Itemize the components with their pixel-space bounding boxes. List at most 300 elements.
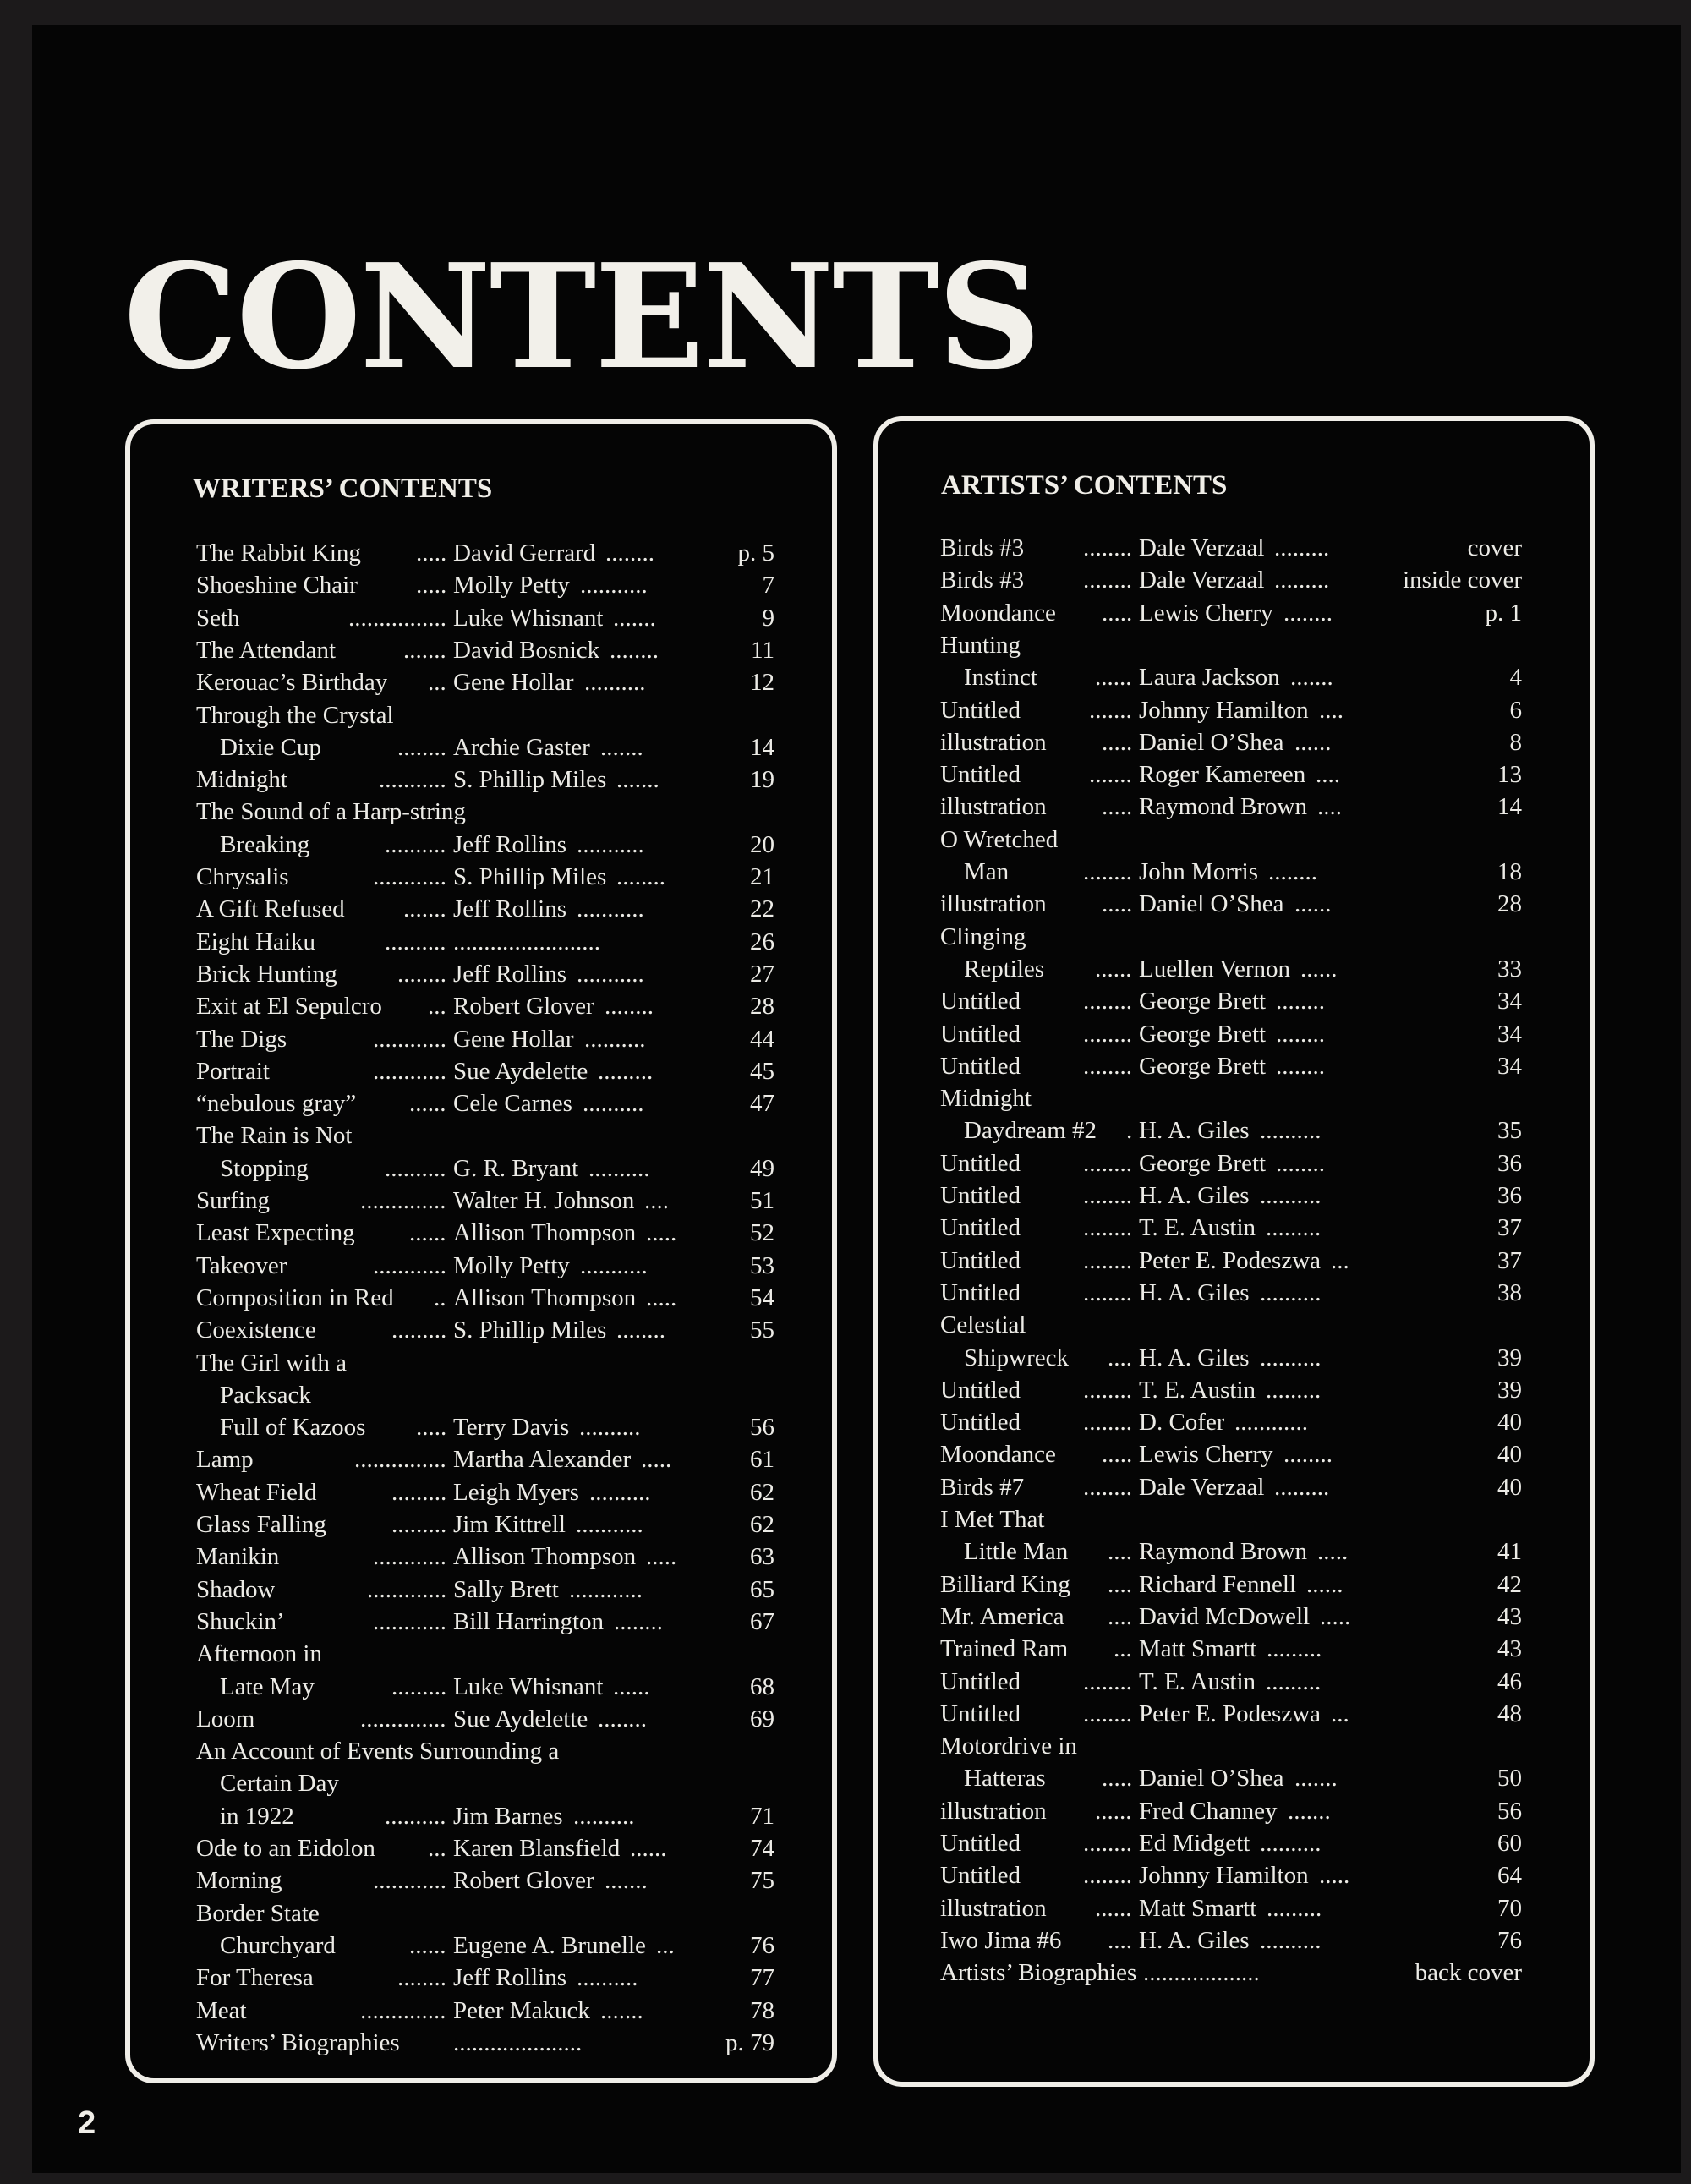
dot-leader: .......: [1294, 1765, 1338, 1793]
toc-row: [130, 795, 832, 829]
toc-page: 37: [1497, 1246, 1522, 1274]
toc-title: For Theresa: [196, 1964, 314, 1992]
toc-page: 41: [1497, 1538, 1522, 1566]
toc-page: 13: [1497, 761, 1522, 789]
toc-row: [130, 1766, 832, 1800]
toc-author: Karen Blansfield: [453, 1835, 621, 1862]
toc-author: S. Phillip Miles: [453, 766, 607, 794]
toc-row: [130, 1573, 832, 1607]
toc-row: [878, 1114, 1590, 1147]
toc-page: 40: [1497, 1473, 1522, 1501]
toc-row: [130, 989, 832, 1023]
toc-author: Johnny Hamilton: [1139, 1862, 1309, 1890]
toc-row: [130, 665, 832, 699]
dot-leader: .....: [1102, 1765, 1133, 1793]
toc-page: 26: [750, 928, 774, 955]
toc-row: [130, 892, 832, 926]
toc-title: illustration: [940, 793, 1047, 821]
toc-author: Allison Thompson: [453, 1219, 637, 1247]
toc-page: 55: [750, 1316, 774, 1344]
toc-row: [130, 1897, 832, 1930]
toc-title: Untitled: [940, 1149, 1021, 1177]
toc-title: Manikin: [196, 1543, 280, 1571]
toc-row: [130, 1442, 832, 1476]
toc-page: 28: [1497, 890, 1522, 918]
toc-page: 56: [750, 1414, 774, 1442]
dot-leader: ...: [1331, 1246, 1349, 1274]
toc-page: 34: [1497, 1020, 1522, 1048]
dot-leader: ........: [605, 539, 654, 567]
dot-leader: ........: [1276, 1149, 1325, 1177]
toc-title: Glass Falling: [196, 1511, 326, 1538]
toc-title: illustration: [940, 1894, 1047, 1922]
dot-leader: ...: [428, 1835, 446, 1862]
toc-page: 61: [750, 1446, 774, 1474]
toc-author: T. E. Austin: [1139, 1214, 1256, 1242]
toc-author: Archie Gaster: [453, 733, 590, 761]
toc-author: Jim Barnes: [453, 1802, 563, 1830]
toc-page: 69: [750, 1705, 774, 1732]
toc-row: [130, 957, 832, 991]
artists-contents-panel: [873, 416, 1595, 2087]
dot-leader: ............: [373, 863, 446, 890]
toc-row: [130, 601, 832, 635]
toc-page: 68: [750, 1672, 774, 1700]
toc-page: 53: [750, 1251, 774, 1279]
dot-leader: ........: [1083, 1246, 1132, 1274]
toc-title: Reptiles: [964, 955, 1045, 983]
toc-author: Matt Smartt: [1139, 1635, 1257, 1663]
toc-title: Hunting: [940, 631, 1021, 659]
toc-row: [878, 660, 1590, 694]
dot-leader: .....: [1320, 1602, 1350, 1630]
page-title: CONTENTS: [123, 233, 1040, 402]
toc-title: Wheat Field: [196, 1478, 317, 1506]
dot-leader: ........: [1276, 1020, 1325, 1048]
toc-page: 70: [1497, 1894, 1522, 1922]
dot-leader: ........: [1083, 1052, 1132, 1080]
toc-author: T. E. Austin: [1139, 1376, 1256, 1404]
toc-title: Moondance: [940, 599, 1056, 627]
toc-row: [878, 1373, 1590, 1407]
toc-title: Ode to an Eidolon: [196, 1835, 375, 1862]
toc-title: Clinging: [940, 922, 1026, 950]
dot-leader: ........: [605, 993, 654, 1021]
toc-row: [130, 1734, 832, 1768]
dot-leader: ........: [1283, 599, 1333, 627]
dot-leader: ....: [1319, 696, 1343, 724]
toc-page: 42: [1497, 1570, 1522, 1598]
toc-page: back cover: [1415, 1959, 1522, 1987]
dot-leader: ........: [1083, 1862, 1132, 1890]
dot-leader: .........: [598, 1057, 653, 1085]
dot-leader: ..........: [385, 1802, 446, 1830]
dot-leader: .....: [416, 572, 447, 599]
toc-author: David Bosnick: [453, 636, 600, 664]
toc-row: [878, 952, 1590, 986]
toc-author: Dale Verzaal: [1139, 534, 1265, 561]
toc-author: Ed Midgett: [1139, 1830, 1250, 1857]
dot-leader: .......: [600, 733, 643, 761]
dot-leader: .....: [646, 1543, 676, 1571]
dot-leader: ....: [644, 1187, 669, 1214]
toc-title: Churchyard: [220, 1931, 336, 1959]
dot-leader: .........: [1266, 1376, 1321, 1404]
dot-leader: ..........: [583, 1090, 644, 1118]
toc-title: Surfing: [196, 1187, 270, 1214]
toc-title: Breaking: [220, 830, 310, 858]
dot-leader: .......: [1089, 761, 1132, 789]
toc-page: cover: [1467, 534, 1522, 561]
dot-leader: .......: [600, 1996, 643, 2024]
toc-title: Untitled: [940, 1830, 1021, 1857]
dot-leader: ....: [1317, 793, 1342, 821]
dot-leader: ..........: [584, 1025, 646, 1053]
dot-leader: ........: [616, 863, 665, 890]
toc-author: S. Phillip Miles: [453, 1316, 607, 1344]
toc-row: [130, 1961, 832, 1995]
toc-author: Dale Verzaal: [1139, 1473, 1265, 1501]
toc-row: [878, 1244, 1590, 1278]
toc-author: Peter E. Podeszwa: [1139, 1700, 1322, 1727]
toc-author: Terry Davis: [453, 1414, 570, 1442]
toc-author: Daniel O’Shea: [1139, 890, 1284, 918]
toc-title: Billiard King: [940, 1570, 1070, 1598]
toc-row: [130, 1216, 832, 1250]
toc-title: Untitled: [940, 1020, 1021, 1048]
dot-leader: ..........: [584, 669, 646, 697]
toc-page: 14: [750, 733, 774, 761]
toc-author: H. A. Giles: [1139, 1926, 1250, 1954]
toc-row: [878, 1179, 1590, 1212]
toc-author: Allison Thompson: [453, 1543, 637, 1571]
toc-title: Daydream #2: [964, 1117, 1097, 1145]
toc-author: Johnny Hamilton: [1139, 696, 1309, 724]
toc-title: Brick Hunting: [196, 960, 337, 988]
toc-author: Richard Fennell: [1139, 1570, 1297, 1598]
dot-leader: ........: [1083, 1376, 1132, 1404]
dot-leader: .............: [367, 1575, 447, 1603]
toc-title: illustration: [940, 728, 1047, 756]
toc-title: The Rabbit King: [196, 539, 361, 567]
toc-title: The Rain is Not: [196, 1122, 353, 1150]
toc-page: 60: [1497, 1830, 1522, 1857]
toc-page: 76: [750, 1931, 774, 1959]
dot-leader: .........: [1267, 1635, 1322, 1663]
toc-author: Allison Thompson: [453, 1284, 637, 1311]
toc-row: [130, 1184, 832, 1218]
toc-row: [130, 568, 832, 602]
toc-title: Composition in Red: [196, 1284, 394, 1311]
toc-page: p. 5: [737, 539, 774, 567]
dot-leader: .........: [391, 1316, 447, 1344]
toc-row: [878, 1341, 1590, 1375]
toc-title: Lamp: [196, 1446, 254, 1474]
toc-row: [130, 1152, 832, 1185]
toc-row: [878, 1081, 1590, 1115]
toc-title: Chrysalis: [196, 863, 289, 890]
dot-leader: ...........: [577, 960, 644, 988]
dot-leader: ................: [348, 604, 446, 632]
toc-row: [130, 860, 832, 894]
toc-author: Walter H. Johnson: [453, 1187, 635, 1214]
toc-page: 39: [1497, 1376, 1522, 1404]
artists-contents-heading: ARTISTS’ CONTENTS: [941, 470, 1228, 501]
toc-row: [878, 1826, 1590, 1860]
dot-leader: ............: [373, 1867, 446, 1895]
dot-leader: ..............: [360, 1705, 446, 1732]
toc-title: Birds #3: [940, 567, 1025, 594]
dot-leader: ........: [397, 960, 446, 988]
dot-leader: .....: [1319, 1862, 1349, 1890]
dot-leader: .........: [391, 1478, 447, 1506]
toc-author: Roger Kamereen: [1139, 761, 1306, 789]
toc-page: 11: [751, 636, 774, 664]
toc-title: Takeover: [196, 1251, 287, 1279]
toc-title: Stopping: [220, 1154, 309, 1182]
toc-title: illustration: [940, 890, 1047, 918]
dot-leader: ........: [598, 1705, 647, 1732]
dot-leader: .........: [1266, 1214, 1321, 1242]
toc-row: [878, 1535, 1590, 1568]
dot-leader: .......: [1290, 664, 1333, 692]
dot-leader: ........................: [453, 928, 600, 955]
dot-leader: ......: [1294, 890, 1332, 918]
dot-leader: ......: [409, 1090, 446, 1118]
toc-page: 46: [1497, 1667, 1522, 1695]
toc-title: Untitled: [940, 1214, 1021, 1242]
dot-leader: ..........: [1260, 1117, 1322, 1145]
toc-row: [878, 1924, 1590, 1957]
dot-leader: ............: [569, 1575, 643, 1603]
dot-leader: ........: [1083, 1020, 1132, 1048]
toc-page: 75: [750, 1867, 774, 1895]
dot-leader: ...................: [1143, 1959, 1260, 1987]
page-number: 2: [78, 2105, 96, 2141]
dot-leader: ........: [1083, 1149, 1132, 1177]
toc-page: 56: [1497, 1797, 1522, 1825]
toc-row: [878, 1697, 1590, 1731]
dot-leader: ......: [613, 1672, 650, 1700]
toc-page: 22: [750, 895, 774, 923]
toc-title: Full of Kazoos: [220, 1414, 366, 1442]
toc-row: [130, 1054, 832, 1088]
dot-leader: ........: [1083, 858, 1132, 885]
dot-leader: ......: [409, 1931, 446, 1959]
dot-leader: ......: [1306, 1570, 1343, 1598]
toc-title: Untitled: [940, 1052, 1021, 1080]
toc-page: p. 79: [725, 2028, 774, 2056]
toc-row: [878, 1049, 1590, 1083]
dot-leader: ........: [1083, 1214, 1132, 1242]
dot-leader: ......: [1300, 955, 1338, 983]
toc-author: Jeff Rollins: [453, 830, 566, 858]
toc-page: 45: [750, 1057, 774, 1085]
toc-page: 64: [1497, 1862, 1522, 1890]
toc-author: Cele Carnes: [453, 1090, 572, 1118]
dot-leader: .......: [616, 766, 659, 794]
toc-page: 14: [1497, 793, 1522, 821]
toc-row: [130, 731, 832, 764]
toc-page: 51: [750, 1187, 774, 1214]
toc-title: Hatteras: [964, 1765, 1046, 1793]
toc-row: [130, 1670, 832, 1704]
toc-title: Moondance: [940, 1441, 1056, 1469]
dot-leader: ............: [1234, 1409, 1308, 1437]
dot-leader: ..............: [360, 1996, 446, 2024]
dot-leader: ........: [1083, 1830, 1132, 1857]
dot-leader: ...: [428, 669, 446, 697]
dot-leader: ............: [373, 1057, 446, 1085]
toc-page: 78: [750, 1996, 774, 2024]
toc-title: Kerouac’s Birthday: [196, 669, 388, 697]
toc-author: Lewis Cherry: [1139, 599, 1273, 627]
dot-leader: ........: [1083, 1473, 1132, 1501]
toc-title: “nebulous gray”: [196, 1090, 357, 1118]
dot-leader: ........: [397, 733, 446, 761]
toc-row: [878, 758, 1590, 791]
toc-author: Sally Brett: [453, 1575, 559, 1603]
toc-row: [878, 725, 1590, 759]
dot-leader: .....: [646, 1284, 676, 1311]
toc-page: 71: [750, 1802, 774, 1830]
writers-contents-panel: [125, 419, 837, 2083]
toc-row: [130, 1864, 832, 1897]
toc-page: 7: [762, 572, 774, 599]
toc-page: inside cover: [1403, 567, 1522, 594]
toc-row: [878, 1891, 1590, 1925]
toc-author: Daniel O’Shea: [1139, 1765, 1284, 1793]
dot-leader: ....: [1108, 1538, 1132, 1566]
dot-leader: .....................: [453, 2028, 582, 2056]
dot-leader: ..........: [385, 928, 446, 955]
toc-author: Martha Alexander: [453, 1446, 632, 1474]
dot-leader: ........: [1283, 1441, 1333, 1469]
toc-author: Jeff Rollins: [453, 895, 566, 923]
dot-leader: .....: [1102, 890, 1133, 918]
dot-leader: ...........: [379, 766, 446, 794]
toc-page: 52: [750, 1219, 774, 1247]
dot-leader: ....: [1108, 1926, 1132, 1954]
toc-page: 54: [750, 1284, 774, 1311]
dot-leader: ...........: [580, 1251, 648, 1279]
toc-page: 40: [1497, 1441, 1522, 1469]
toc-page: 62: [750, 1478, 774, 1506]
toc-author: Fred Channey: [1139, 1797, 1278, 1825]
toc-page: 18: [1497, 858, 1522, 885]
toc-row: [878, 563, 1590, 597]
toc-row: [878, 1761, 1590, 1795]
toc-row: [130, 1022, 832, 1056]
dot-leader: ..: [434, 1284, 446, 1311]
toc-page: 43: [1497, 1602, 1522, 1630]
toc-title: Least Expecting: [196, 1219, 355, 1247]
toc-row: [878, 693, 1590, 727]
toc-title: The Attendant: [196, 636, 337, 664]
toc-page: 40: [1497, 1409, 1522, 1437]
toc-row: [130, 633, 832, 667]
toc-author: Robert Glover: [453, 1867, 594, 1895]
toc-author: G. R. Bryant: [453, 1154, 579, 1182]
toc-author: Gene Hollar: [453, 669, 574, 697]
toc-title: Portrait: [196, 1057, 270, 1085]
toc-author: Sue Aydelette: [453, 1705, 588, 1732]
dot-leader: ..........: [1260, 1830, 1322, 1857]
toc-page: 34: [1497, 1052, 1522, 1080]
toc-title: Little Man: [964, 1538, 1069, 1566]
dot-leader: .......: [613, 604, 656, 632]
dot-leader: ....: [1108, 1570, 1132, 1598]
dot-leader: .........: [1266, 1667, 1321, 1695]
toc-author: Jim Kittrell: [453, 1511, 566, 1538]
toc-author: Peter E. Podeszwa: [1139, 1246, 1322, 1274]
dot-leader: .......: [605, 1867, 648, 1895]
toc-row: [878, 1729, 1590, 1763]
dot-leader: ....: [1108, 1602, 1132, 1630]
toc-title: Seth: [196, 604, 240, 632]
toc-page: 19: [750, 766, 774, 794]
toc-title: Dixie Cup: [220, 733, 322, 761]
dot-leader: ..........: [573, 1802, 635, 1830]
toc-row: [878, 1405, 1590, 1439]
toc-title: Morning: [196, 1867, 282, 1895]
toc-row: [130, 925, 832, 959]
toc-title: Untitled: [940, 1376, 1021, 1404]
toc-row: [130, 1799, 832, 1833]
dot-leader: ............: [373, 1025, 446, 1053]
toc-title: Shuckin’: [196, 1607, 285, 1635]
toc-page: 12: [750, 669, 774, 697]
dot-leader: .....: [1317, 1538, 1348, 1566]
toc-page: 39: [1497, 1344, 1522, 1371]
toc-title: The Digs: [196, 1025, 287, 1053]
dot-leader: ........: [1083, 534, 1132, 561]
toc-page: 21: [750, 863, 774, 890]
toc-title: Untitled: [940, 1246, 1021, 1274]
toc-title: Trained Ram: [940, 1635, 1069, 1663]
toc-page: 6: [1509, 696, 1522, 724]
dot-leader: ..........: [577, 1964, 638, 1992]
dot-leader: ...............: [354, 1446, 446, 1474]
dot-leader: ..........: [385, 830, 446, 858]
toc-page: 8: [1509, 728, 1522, 756]
toc-row: [130, 698, 832, 732]
dot-leader: ............: [373, 1543, 446, 1571]
dot-leader: .........: [1274, 1473, 1329, 1501]
toc-row: [878, 596, 1590, 630]
toc-author: Peter Makuck: [453, 1996, 590, 2024]
toc-author: John Morris: [1139, 858, 1258, 885]
dot-leader: ..............: [360, 1187, 446, 1214]
dot-leader: .....: [641, 1446, 671, 1474]
toc-row: [130, 1475, 832, 1509]
toc-title: in 1922: [220, 1802, 294, 1830]
toc-row: [130, 1994, 832, 2028]
toc-page: 50: [1497, 1765, 1522, 1793]
toc-title: Shipwreck: [964, 1344, 1070, 1371]
toc-title: Untitled: [940, 696, 1021, 724]
dot-leader: .........: [1267, 1894, 1322, 1922]
toc-title: Midnight: [940, 1085, 1032, 1113]
toc-row: [130, 1249, 832, 1283]
toc-title: Untitled: [940, 1409, 1021, 1437]
dot-leader: ......: [1095, 1894, 1132, 1922]
dot-leader: ........: [1276, 1052, 1325, 1080]
dot-leader: ....: [1108, 1344, 1132, 1371]
toc-page: 74: [750, 1835, 774, 1862]
dot-leader: ...: [428, 993, 446, 1021]
toc-page: 36: [1497, 1182, 1522, 1209]
